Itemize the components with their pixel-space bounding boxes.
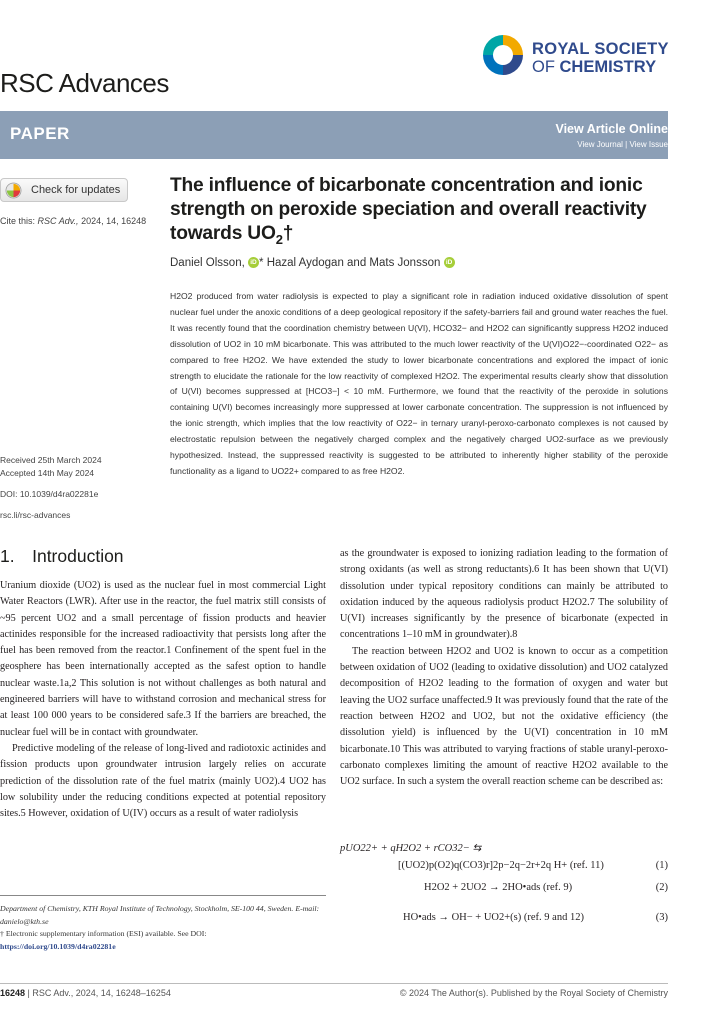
footer-divider (0, 983, 668, 984)
equation-3-number: (3) (655, 912, 668, 923)
article-type-label: PAPER (10, 124, 70, 143)
orcid-icon[interactable]: iD (444, 257, 455, 268)
journal-name: RSC Advances (0, 68, 169, 98)
affiliation: Department of Chemistry, KTH Royal Institute of Technology, Stockholm, SE-100 44, Sweden. E-mail: danielo@kth.se (0, 904, 320, 926)
corresponding-mark: * (259, 257, 264, 269)
authors-rest: Hazal Aydogan and Mats Jonsson (266, 257, 441, 269)
page-number: 16248 (0, 988, 26, 998)
equation-1-number: (1) (655, 860, 668, 871)
accepted-date: Accepted 14th May 2024 (0, 468, 95, 478)
article-title: The influence of bicarbonate concentration and ionic strength on peroxide speciation and overall reactivity towards $UO_2\dagger$ (170, 175, 647, 247)
author-daniel-olsson: Daniel Olsson, (170, 257, 245, 269)
equation-2-number: (2) (655, 882, 668, 893)
esi-doi-link[interactable]: https://doi.org/10.1039/d4ra02281e (0, 941, 116, 951)
paragraph: The reaction between H2O2 and UO2 is known to occur as a competition between oxidation of UO2 (leading to oxidative dissolution) and UO2 catalyzed decomposition of H2O2 leading to the formation of oxygen and water but leaving the UO2 surface unaffected.9 It was previously found that the rate of the reaction between H2O2 and UO2, but not the oxidative efficiency (the dissolution yield) is influenced by the U(VI) concentration in 10 mM bicarbonate.10 This was attributed to varying fractions of stable uranyl-peroxo-carbonato complexes limiting the amount of reactive H2O2 available to the UO2 surface. In such a system the overall reaction scheme can be described as: (340, 645, 668, 788)
footnote-divider (0, 895, 326, 896)
received-date: Received 25th March 2024 (0, 455, 102, 465)
equation-1-lhs: pUO22+ + qH2O2 + rCO32− ⇆ (340, 843, 482, 854)
check-for-updates-button[interactable] (0, 178, 128, 202)
orcid-icon[interactable]: iD (248, 257, 259, 268)
paragraph: Predictive modeling of the release of long-lived and radiotoxic actinides and fission products upon groundwater intrusion largely relies on accurate prediction of the dissolution rate of the fuel matrix (mainly UO2).4 UO2 has low solubility under the reducing conditions expected at potential repository sites.5 However, oxidation of U(IV) occurs as a result of water radiolysis (0, 742, 326, 820)
footer-citation: 16248 | RSC Adv., 2024, 14, 16248–16254 (0, 988, 171, 998)
rsc-logo (480, 30, 680, 82)
body-column-left (0, 578, 326, 822)
view-journal-issue-links[interactable]: View Journal | View Issue (577, 140, 668, 149)
rsc-logo-icon (480, 32, 526, 78)
view-article-online-link[interactable]: View Article Online (555, 122, 668, 136)
footer-copyright: © 2024 The Author(s). Published by the Royal Society of Chemistry (399, 988, 668, 998)
publisher-name-line1: ROYAL SOCIETY (532, 40, 669, 58)
paragraph: Uranium dioxide (UO2) is used as the nuclear fuel in most commercial Light Water Reactors (LWR). After use in the reactor, the fuel matrix still consists of ~95 percent UO2 and a small percentage of fission products and heavier actinides responsible for the increased radioactivity that persists long after the fuel has been removed from the reactor.1 Confinement of the spent fuel in the geosphere has been internationally accepted as the safest option to handle nuclear waste.1a,2 This solution is not without challenges as both natural and engineered barriers will have to withstand corrosion and mechanical stress for at least 100 000 years to be considered safe.3 If the barriers are breached, the nuclear fuel will be in contact with groundwater. (0, 580, 326, 738)
section-heading-introduction: 1. Introduction (0, 546, 124, 566)
doi-link[interactable]: DOI: 10.1039/d4ra02281e (0, 489, 99, 499)
equation-3: HO•ads → OH− + UO2+(s) (ref. 9 and 12) (403, 912, 584, 923)
abstract: H2O2 produced from water radiolysis is expected to play a significant role in radiation induced oxidative dissolution of spent nuclear fuel under the anoxic conditions of a deep geological repository if the safety-barriers fail and ground water reaches the fuel. It was recently found that the coordination chemistry between U(VI), HCO32− and H2O2 can significantly suppress H2O2 induced dissolution of UO2 in 10 mM bicarbonate. This was attributed to the much lower reactivity of the U(VI)O22−-coordinated O22− as compared to free H2O2. We have extended the study to lower bicarbonate concentrations and explored the impact of ionic strength to elucidate the rationale for the low reactivity of complexed H2O2. The experimental results clearly show that dissolution of U(VI) becomes suppressed at [HCO3−] < 10 mM. Furthermore, we found that the reactivity of the peroxide in solutions containing U(VI) becomes increasingly more suppressed at lower carbonate concentration. The suppression is not influenced by the ionic strength, which implies that the low reactivity of O22− in ternary uranyl-peroxo-carbonato complexes is not caused by electrostatic repulsion between the negatively charged complex and the negatively charged UO2-surface as we previously hypothesized. Instead, the suppressed reactivity is suggested to be attributed to inherently higher stability of the peroxide functionality as a ligand to UO22+ compared to as free H2O2. (170, 291, 668, 476)
publisher-name-line2: OF CHEMISTRY (532, 58, 657, 76)
footnotes (0, 903, 326, 953)
cite-this: Cite this: RSC Adv., 2024, 14, 16248 (0, 216, 147, 226)
check-updates-icon (5, 182, 22, 199)
journal-url-link[interactable]: rsc.li/rsc-advances (0, 510, 71, 520)
esi-note: † Electronic supplementary information (ESI) available. See DOI: (0, 929, 207, 938)
equation-2: H2O2 + 2UO2 → 2HO•ads (ref. 9) (424, 882, 573, 893)
body-column-right (340, 546, 668, 790)
paragraph: as the groundwater is exposed to ionizing radiation leading to the formation of strong oxidants (as well as strong reductants).6 It has been shown that U(VI) dissolution under typical repository conditions can mainly be attributed to oxidation induced by the aqueous radiolysis product H2O2.7 The solubility of U(VI) increases significantly by the presence of bicarbonate (expected in concentrations 1–10 mM in groundwater).8 (340, 548, 668, 641)
check-updates-label: Check for updates (31, 184, 121, 196)
equation-1-rhs: [(UO2)p(O2)q(CO3)r]2p−2q−2r+2q H+ (ref. 11) (398, 860, 604, 871)
author-list (170, 257, 455, 269)
